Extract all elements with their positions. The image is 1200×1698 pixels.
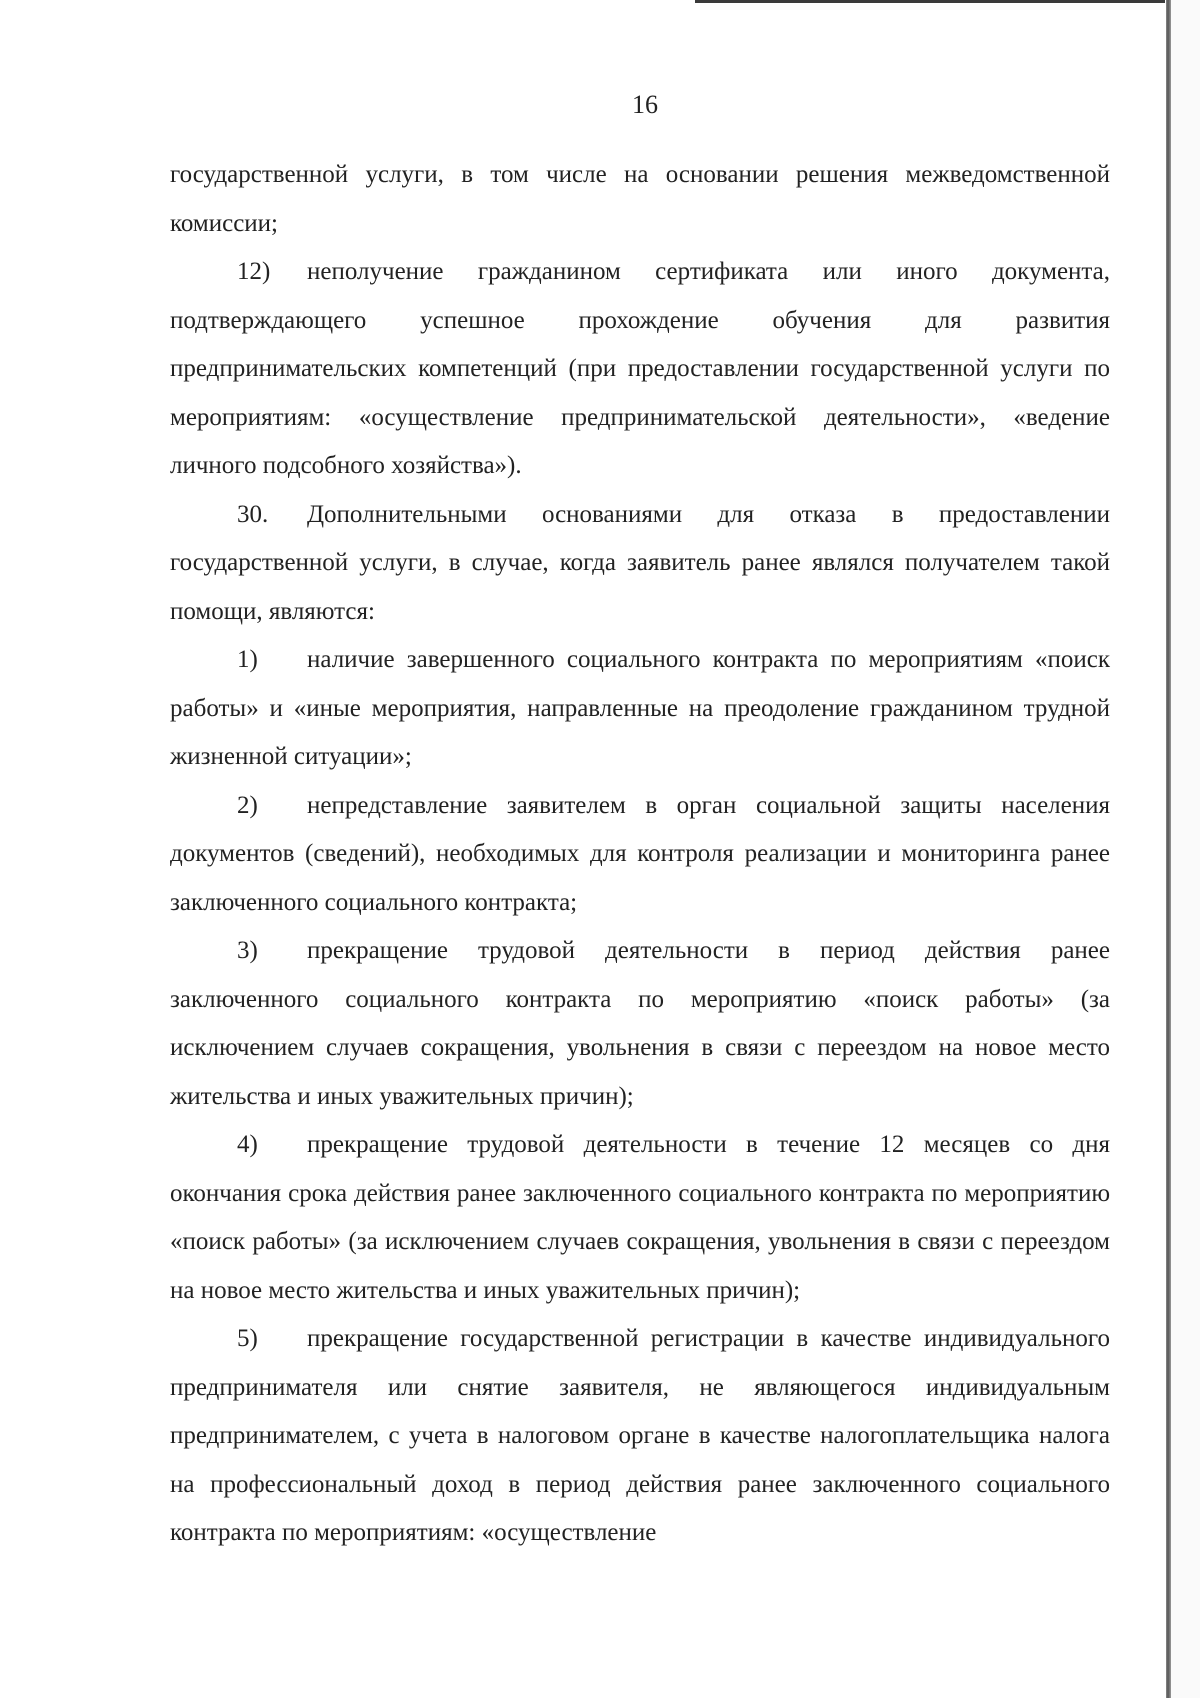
- item-text: прекращение трудовой деятельности в период действия ранее заключенного социального контракта по мероприятию «поиск работы» (за исключением случаев сокращения, увольнения в связи с переездом на новое место жительства и иных уважительных причин);: [170, 937, 1110, 1110]
- list-item-2: [170, 782, 1110, 928]
- list-item-5: [170, 1315, 1110, 1558]
- item-text: прекращение трудовой деятельности в течение 12 месяцев со дня окончания срока действия ранее заключенного социального контракта по мероприятию «поиск работы» (за исключением случаев сокращения, увольнения в связи с переездом на новое место жительства и иных уважительных причин);: [170, 1131, 1110, 1304]
- clause-30: [170, 491, 1110, 637]
- clause-number: 30.: [237, 500, 269, 528]
- item-number: 5): [237, 1325, 258, 1352]
- item-number: 4): [237, 1131, 258, 1158]
- item-number: 12): [237, 258, 271, 285]
- item-number: 1): [237, 646, 258, 673]
- item-text: неполучение гражданином сертификата или иного документа, подтверждающего успешное прохождение обучения для развития предпринимательских компетенций (при предоставлении государственной услуги по мероприятиям: «осуществление предпринимательской деятельности», «ведение личного подсобного хозяйства»).: [170, 258, 1110, 479]
- item-text: непредставление заявителем в орган социальной защиты населения документов (сведений), необходимых для контроля реализации и мониторинга ранее заключенного социального контракта;: [170, 791, 1110, 916]
- paragraph-text: государственной услуги, в том числе на основании решения межведомственной комиссии;: [170, 161, 1110, 237]
- item-number: 3): [237, 937, 258, 964]
- document-body: [170, 151, 1110, 1558]
- list-item-1: [170, 636, 1110, 782]
- scan-margin: [1171, 0, 1200, 1698]
- list-item-12: [170, 248, 1110, 491]
- paragraph-continuation: [170, 151, 1110, 248]
- list-item-4: [170, 1121, 1110, 1315]
- scan-top-border: [695, 0, 1165, 3]
- item-text: прекращение государственной регистрации в качестве индивидуального предпринимателя или снятие заявителя, не являющегося индивидуальным предпринимателем, с учета в налоговом органе в качестве налогоплательщика налога на профессиональный доход в период действия ранее заключенного социального контракта по мероприятиям: «осуществление: [170, 1325, 1110, 1546]
- item-text: наличие завершенного социального контракта по мероприятиям «поиск работы» и «иные мероприятия, направленные на преодоление гражданином трудной жизненной ситуации»;: [170, 646, 1110, 770]
- clause-text: Дополнительными основаниями для отказа в предоставлении государственной услуги, в случае, когда заявитель ранее являлся получателем такой помощи, являются:: [170, 500, 1110, 625]
- page-number: 16: [632, 90, 658, 119]
- list-item-3: [170, 927, 1110, 1121]
- item-number: 2): [237, 791, 258, 819]
